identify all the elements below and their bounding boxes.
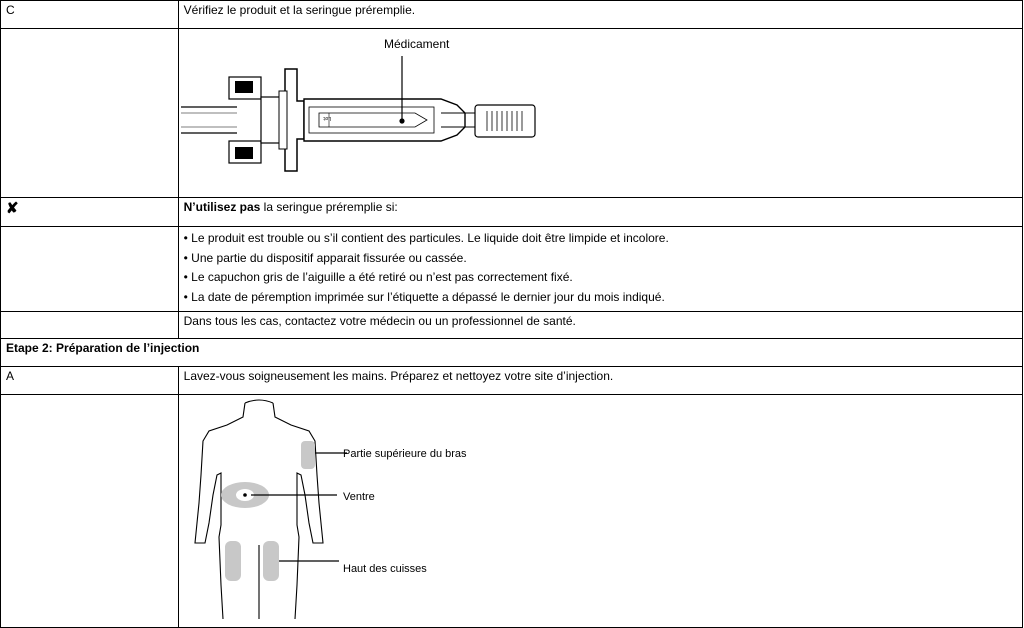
list-item: • La date de péremption imprimée sur l’étiquette a dépassé le dernier jour du mois indiqué.: [183, 289, 665, 304]
abdomen-label: Ventre: [342, 491, 375, 503]
row-step-a: [1, 367, 1023, 395]
medicine-callout-label: Médicament: [383, 37, 450, 51]
injection-sites-illustration: [179, 395, 539, 623]
step-letter-a: A: [1, 367, 179, 395]
list-item: • Une partie du dispositif apparait fissurée ou cassée.: [183, 250, 467, 265]
barrel-text: Lot:: [322, 115, 331, 121]
contact-text: Dans tous les cas, contactez votre médecin ou un professionnel de santé.: [178, 312, 1022, 339]
row-bullets: [1, 227, 1023, 312]
warning-rest: la seringue préremplie si:: [260, 200, 398, 214]
prefilled-syringe-illustration: [179, 29, 579, 193]
syringe-figure-cell: [178, 29, 1022, 198]
list-item: • Le capuchon gris de l’aiguille a été retiré ou n’est pas correctement fixé.: [183, 270, 573, 284]
section-heading: Etape 2: Préparation de l’injection: [1, 339, 1023, 367]
warning-text: [178, 198, 1022, 227]
bullet-list: [178, 227, 1022, 312]
step-c-instruction: Vérifiez le produit et la seringue préremplie.: [178, 1, 1022, 29]
body-figure-cell: [178, 395, 1022, 628]
row-warning: [1, 198, 1023, 227]
row-syringe-figure: [1, 29, 1023, 198]
thighs-label: Haut des cuisses: [342, 563, 427, 575]
warning-bold: N’utilisez pas: [183, 200, 261, 214]
step-letter-c: C: [1, 1, 179, 29]
row-step2-heading: [1, 339, 1023, 367]
cross-icon: ✘: [6, 200, 19, 217]
row-contact: [1, 312, 1023, 339]
row-step-c: [1, 1, 1023, 29]
row-body-figure: [1, 395, 1023, 628]
step-a-instruction: Lavez-vous soigneusement les mains. Préparez et nettoyez votre site d’injection.: [178, 367, 1022, 395]
list-item: • Le produit est trouble ou s’il contient des particules. Le liquide doit être limpide et incolore.: [183, 231, 669, 245]
upper-arm-label: Partie supérieure du bras: [342, 448, 467, 460]
